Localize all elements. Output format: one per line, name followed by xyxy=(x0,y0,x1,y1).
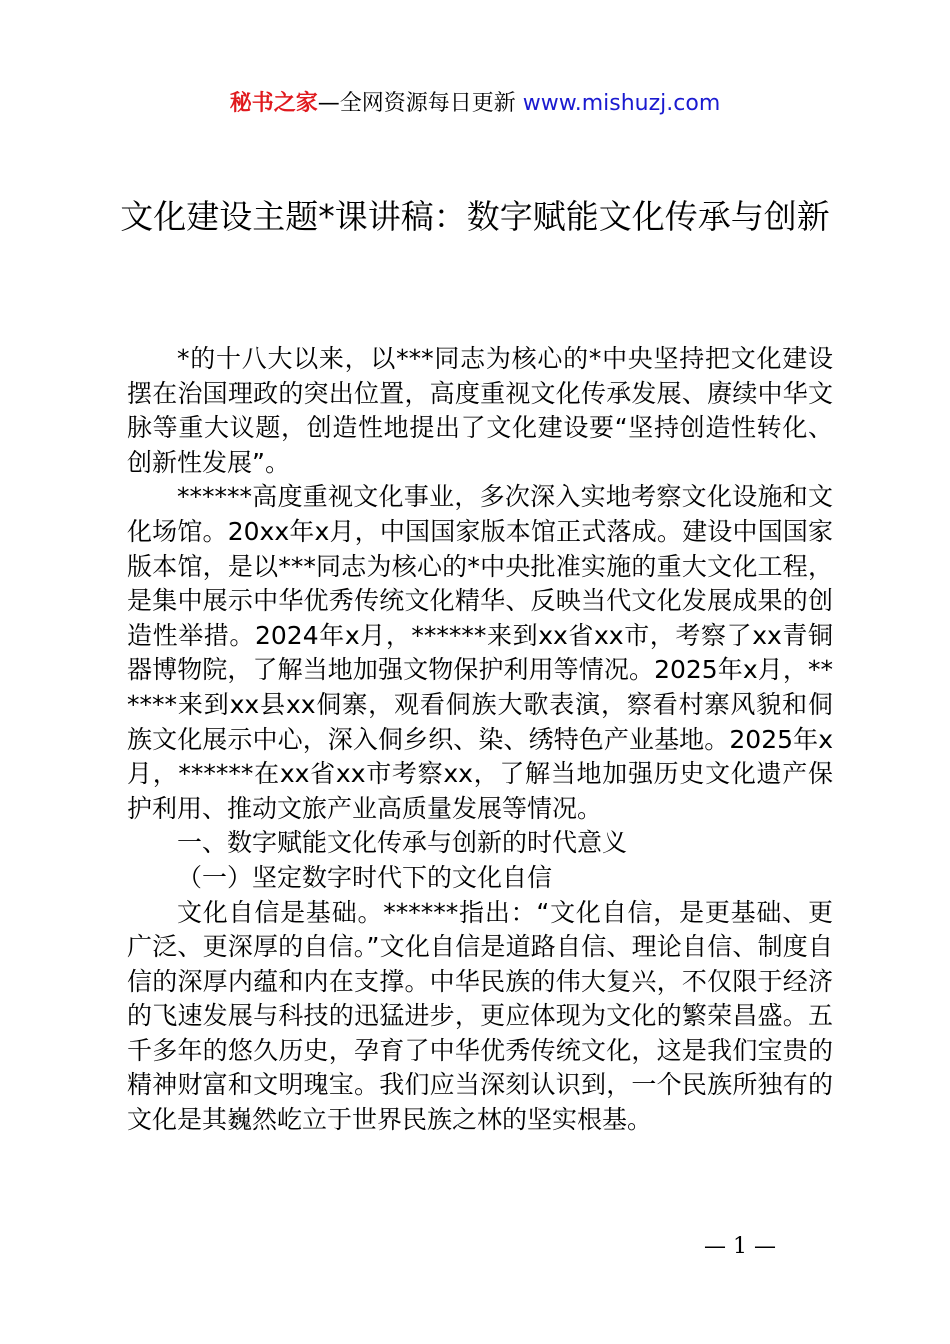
section-heading: 一、数字赋能文化传承与创新的时代意义 xyxy=(177,828,628,858)
document-title: 文化建设主题*课讲稿：数字赋能文化传承与创新 xyxy=(120,197,830,236)
page-number: — 1 — xyxy=(704,1234,776,1259)
body-paragraph: ******高度重视文化事业，多次深入实地考察文化设施和文化场馆。20xx年x月，中国国家版本馆正式落成。建设中国国家版本馆，是以***同志为核心的*中央批准实施的重大文化工程，是集中展示中华优秀传统文化精华、反映当代文化发展成果的创造性举措。2024年x月，******来到xx省xx市，考察了xx青铜器博物院，了解当地加强文物保护利用等情况。2025年x月，******来到xx县xx侗寨，观看侗族大歌表演，察看村寨风貌和侗族文化展示中心，深入侗乡织、染、绣特色产业基地。2025年x月，******在xx省xx市考察xx，了解当地加强历史文化遗产保护利用、推动文旅产业高质量发展等情况。 xyxy=(127,482,833,823)
document-body xyxy=(127,342,833,1138)
body-paragraph: 文化自信是基础。******指出：“文化自信，是更基础、更广泛、更深厚的自信。”文化自信是道路自信、理论自信、制度自信的深厚内蕴和内在支撑。中华民族的伟大复兴，不仅限于经济的飞速发展与科技的迅猛进步，更应体现为文化的繁荣昌盛。五千多年的悠久历史，孕育了中华优秀传统文化，这是我们宝贵的精神财富和文明瑰宝。我们应当深刻认识到，一个民族所独有的文化是其巍然屹立于世界民族之林的坚实根基。 xyxy=(127,897,833,1135)
subsection-heading: （一）坚定数字时代下的文化自信 xyxy=(177,862,553,892)
site-url-link[interactable]: www.mishuzj.com xyxy=(522,91,721,116)
site-name: 秘书之家 xyxy=(229,91,318,116)
site-tagline: —全网资源每日更新 xyxy=(317,91,516,116)
body-paragraph: *的十八大以来，以***同志为核心的*中央坚持把文化建设摆在治国理政的突出位置，高度重视文化传承发展、赓续中华文脉等重大议题，创造性地提出了文化建设要“坚持创造性转化、创新性发展”。 xyxy=(127,344,833,477)
site-header xyxy=(0,88,950,120)
